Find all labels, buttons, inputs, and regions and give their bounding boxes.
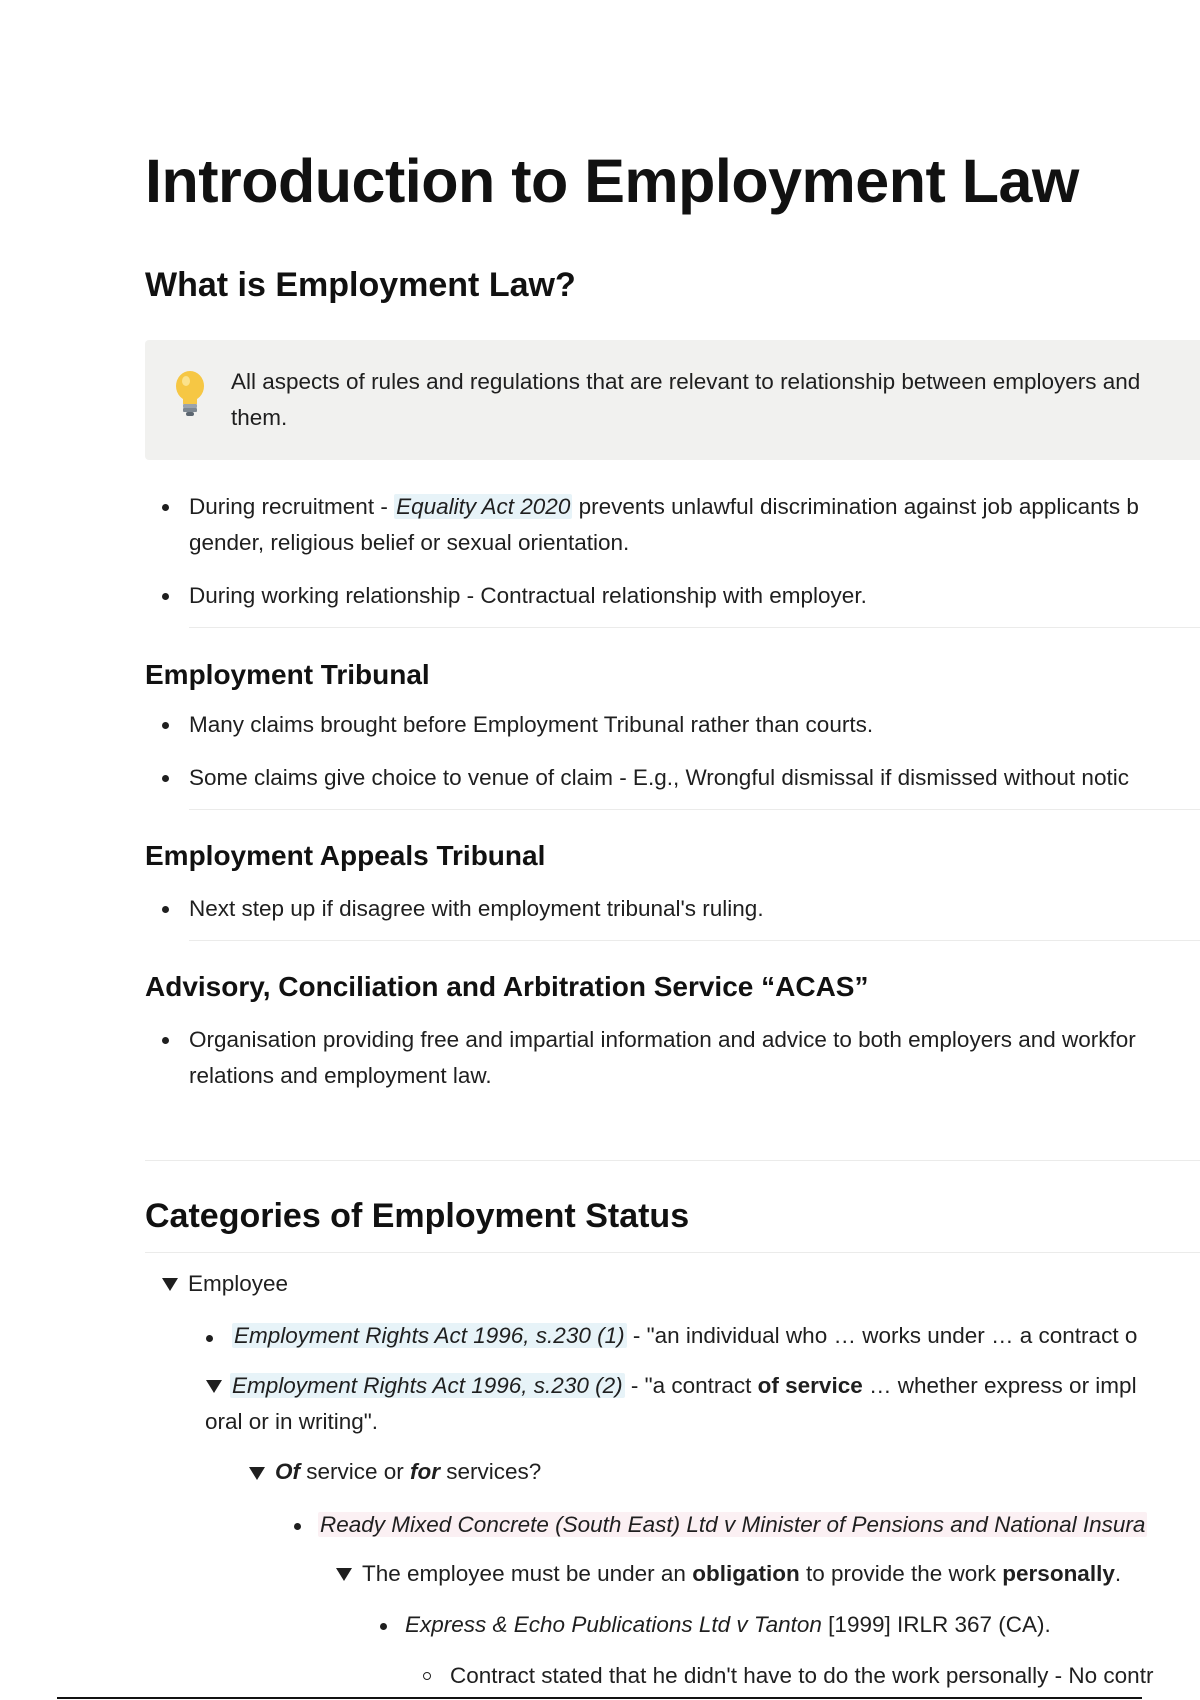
bullet-dot — [294, 1523, 301, 1530]
toggle-triangle-icon[interactable] — [206, 1380, 222, 1393]
page-bottom-rule — [57, 1697, 1142, 1699]
list-item: During recruitment - Equality Act 2020 prevents unlawful discrimination against job applicants b — [189, 494, 1139, 519]
list-item: Express & Echo Publications Ltd v Tanton [1999] IRLR 367 (CA). — [405, 1612, 1051, 1637]
citation-text: Express & Echo Publications Ltd v Tanton — [405, 1612, 822, 1637]
heading-what-is-employment-law: What is Employment Law? — [145, 266, 576, 304]
page-title: Introduction to Employment Law — [145, 147, 1079, 215]
bullet-dot — [162, 504, 169, 511]
divider — [189, 940, 1200, 941]
bullet-circle — [423, 1672, 431, 1680]
toggle-employee[interactable]: Employee — [188, 1271, 289, 1296]
divider — [189, 809, 1200, 810]
citation-link[interactable]: Employment Rights Act 1996, s.230 (1) — [234, 1323, 625, 1348]
bullet-dot — [162, 722, 169, 729]
bullet-dot — [206, 1335, 213, 1342]
list-item-continuation: gender, religious belief or sexual orientation. — [189, 530, 630, 555]
citation-link[interactable]: Ready Mixed Concrete (South East) Ltd v Minister of Pensions and National Insura — [320, 1512, 1146, 1537]
list-item: Some claims give choice to venue of claim - E.g., Wrongful dismissal if dismissed without notic — [189, 765, 1129, 790]
bullet-dot — [162, 775, 169, 782]
list-item: Contract stated that he didn't have to do the work personally - No contr — [450, 1663, 1154, 1688]
callout-line: them. — [231, 405, 288, 430]
toggle-era-230-2[interactable]: Employment Rights Act 1996, s.230 (2) - "a contract of service … whether express or impl — [232, 1373, 1137, 1398]
heading-employment-appeals-tribunal: Employment Appeals Tribunal — [145, 840, 546, 871]
document-page — [145, 0, 1200, 1700]
citation-link[interactable]: Equality Act 2020 — [396, 494, 571, 519]
list-item: Organisation providing free and impartial information and advice to both employers and workfor — [189, 1027, 1136, 1052]
heading-categories-of-employment-status: Categories of Employment Status — [145, 1197, 690, 1235]
list-item: Employment Rights Act 1996, s.230 (1) - "an individual who … works under … a contract o — [234, 1323, 1138, 1348]
lightbulb-icon — [172, 369, 208, 419]
callout-text — [231, 364, 1200, 436]
list-item-continuation: oral or in writing". — [205, 1409, 379, 1434]
list-item — [318, 1507, 1147, 1543]
toggle-triangle-icon[interactable] — [336, 1568, 352, 1581]
toggle-obligation[interactable]: The employee must be under an obligation to provide the work personally. — [362, 1561, 1122, 1586]
toggle-triangle-icon[interactable] — [162, 1278, 178, 1291]
list-item-continuation: relations and employment law. — [189, 1063, 492, 1088]
callout-line: All aspects of rules and regulations that are relevant to relationship between employers and — [231, 369, 1141, 394]
bullet-dot — [380, 1623, 387, 1630]
bullet-dot — [162, 906, 169, 913]
callout-box — [145, 340, 1200, 460]
divider — [145, 1252, 1200, 1253]
toggle-triangle-icon[interactable] — [249, 1467, 265, 1480]
bullet-dot — [162, 593, 169, 600]
list-item: During working relationship - Contractual relationship with employer. — [189, 583, 867, 608]
divider — [189, 627, 1200, 628]
heading-employment-tribunal: Employment Tribunal — [145, 659, 430, 690]
list-item: Many claims brought before Employment Tribunal rather than courts. — [189, 712, 874, 737]
bullet-dot — [162, 1037, 169, 1044]
citation-link[interactable]: Employment Rights Act 1996, s.230 (2) — [232, 1373, 623, 1398]
divider — [145, 1160, 1200, 1161]
list-item: Next step up if disagree with employment tribunal's ruling. — [189, 896, 764, 921]
heading-acas: Advisory, Conciliation and Arbitration Service “ACAS” — [145, 971, 869, 1002]
toggle-of-service[interactable]: Of service or for services? — [275, 1459, 542, 1484]
